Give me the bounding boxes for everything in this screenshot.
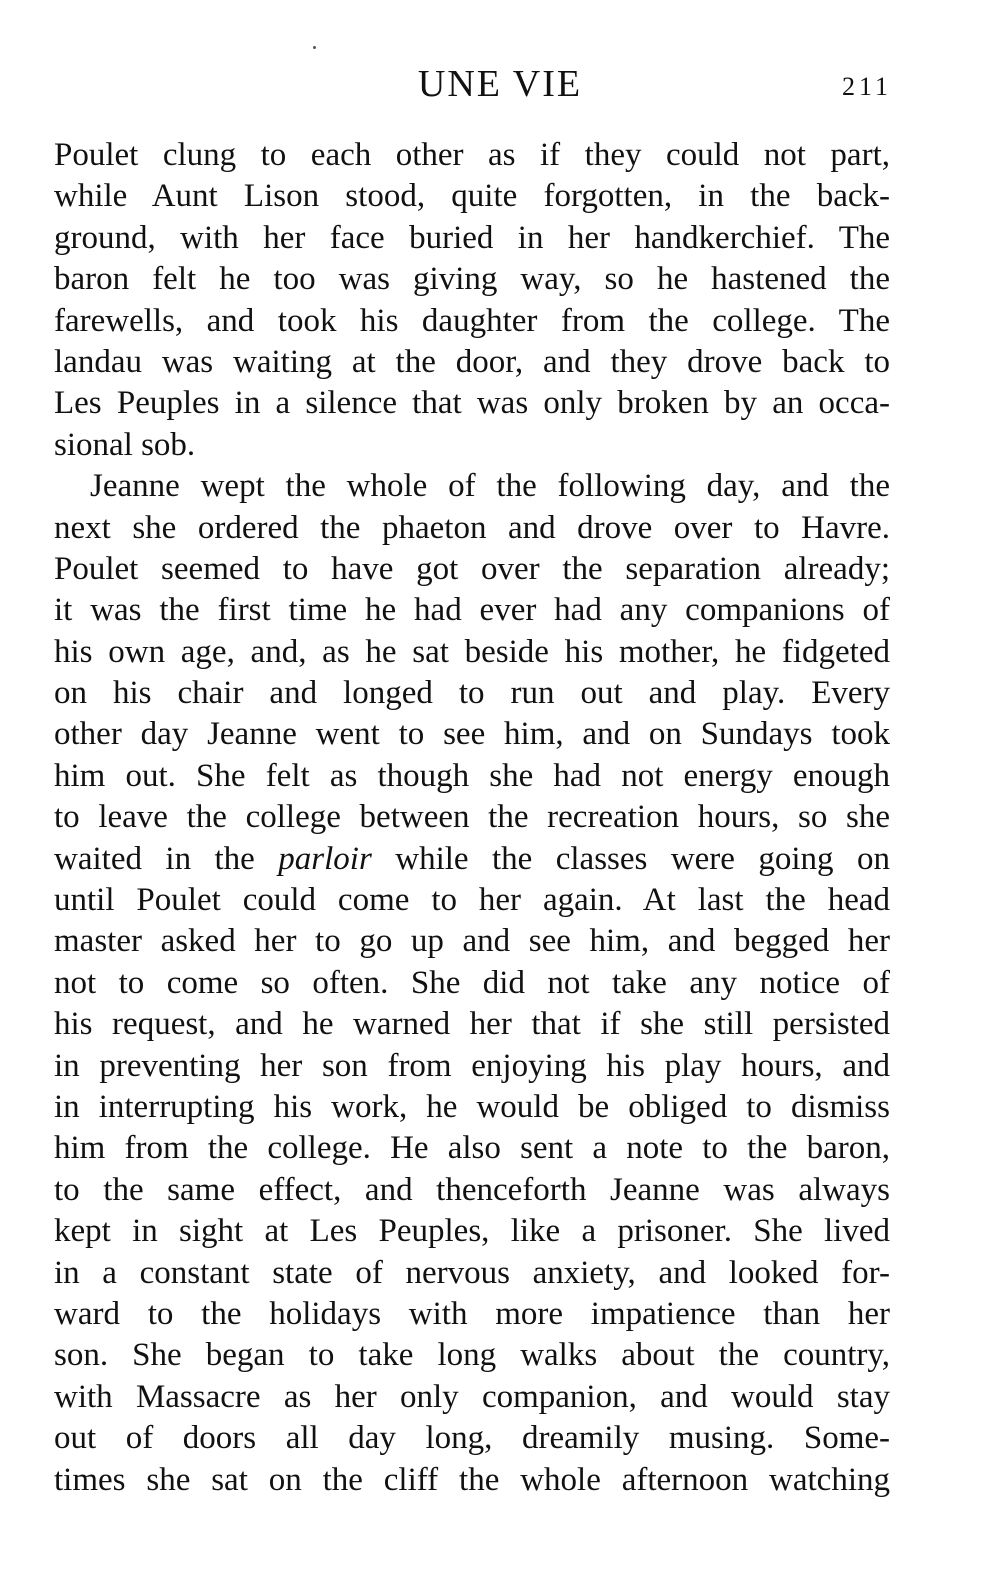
text-line: landau was waiting at the door, and they drove back to [54,343,890,380]
text-line: Jeanne wept the whole of the following day, and the [90,468,890,505]
text-line: farewells, and took his daughter from the college. The [54,302,890,339]
text-line: his own age, and, as he sat beside his mother, he fidgeted [54,633,890,670]
text-line: his request, and he warned her that if she still persisted [54,1006,890,1043]
text-line: times she sat on the cliff the whole afternoon watching [54,1461,890,1498]
text-line: to the same effect, and thenceforth Jeanne was always [54,1171,890,1208]
italic-word: parloir [278,840,372,877]
text-line: him from the college. He also sent a note to the baron, [54,1130,890,1167]
body-text [54,135,890,1501]
text-line: other day Jeanne went to see him, and on Sundays took [54,716,890,753]
text-line: not to come so often. She did not take any notice of [54,964,890,1001]
running-title: UNE VIE [417,63,583,105]
text-line: waited in the parloir while the classes were going on [54,840,890,877]
text-line: out of doors all day long, dreamily musing. Some- [54,1420,890,1457]
text-line: sional sob. [54,426,196,463]
text-line: while Aunt Lison stood, quite forgotten, in the back- [54,178,890,215]
print-speck [313,46,316,49]
text-line: next she ordered the phaeton and drove over to Havre. [54,509,890,546]
text-line: Poulet seemed to have got over the separation already; [54,550,890,587]
text-line: baron felt he too was giving way, so he hastened the [54,261,890,298]
text-line: Poulet clung to each other as if they could not part, [54,137,890,173]
text-line: him out. She felt as though she had not energy enough [54,757,890,794]
page-number: 211 [841,72,892,101]
text-line: it was the first time he had ever had any companions of [54,592,890,629]
text-line: ground, with her face buried in her handkerchief. The [54,219,890,256]
text-line: in interrupting his work, he would be obliged to dismiss [54,1088,890,1125]
text-line: son. She began to take long walks about the country, [54,1337,890,1374]
text-line: with Massacre as her only companion, and would stay [54,1378,890,1415]
text-line: in a constant state of nervous anxiety, and looked for- [54,1254,890,1291]
running-head [0,62,1000,112]
text-line: in preventing her son from enjoying his play hours, and [54,1047,890,1084]
text-line: until Poulet could come to her again. At last the head [54,882,890,919]
text-line: ward to the holidays with more impatience than her [54,1295,890,1332]
text-line: Les Peuples in a silence that was only broken by an occa- [54,385,890,422]
text-line: master asked her to go up and see him, and begged her [54,923,890,960]
text-line: on his chair and longed to run out and play. Every [54,675,890,712]
text-line: to leave the college between the recreation hours, so she [54,799,890,836]
text-line: kept in sight at Les Peuples, like a prisoner. She lived [54,1213,890,1250]
